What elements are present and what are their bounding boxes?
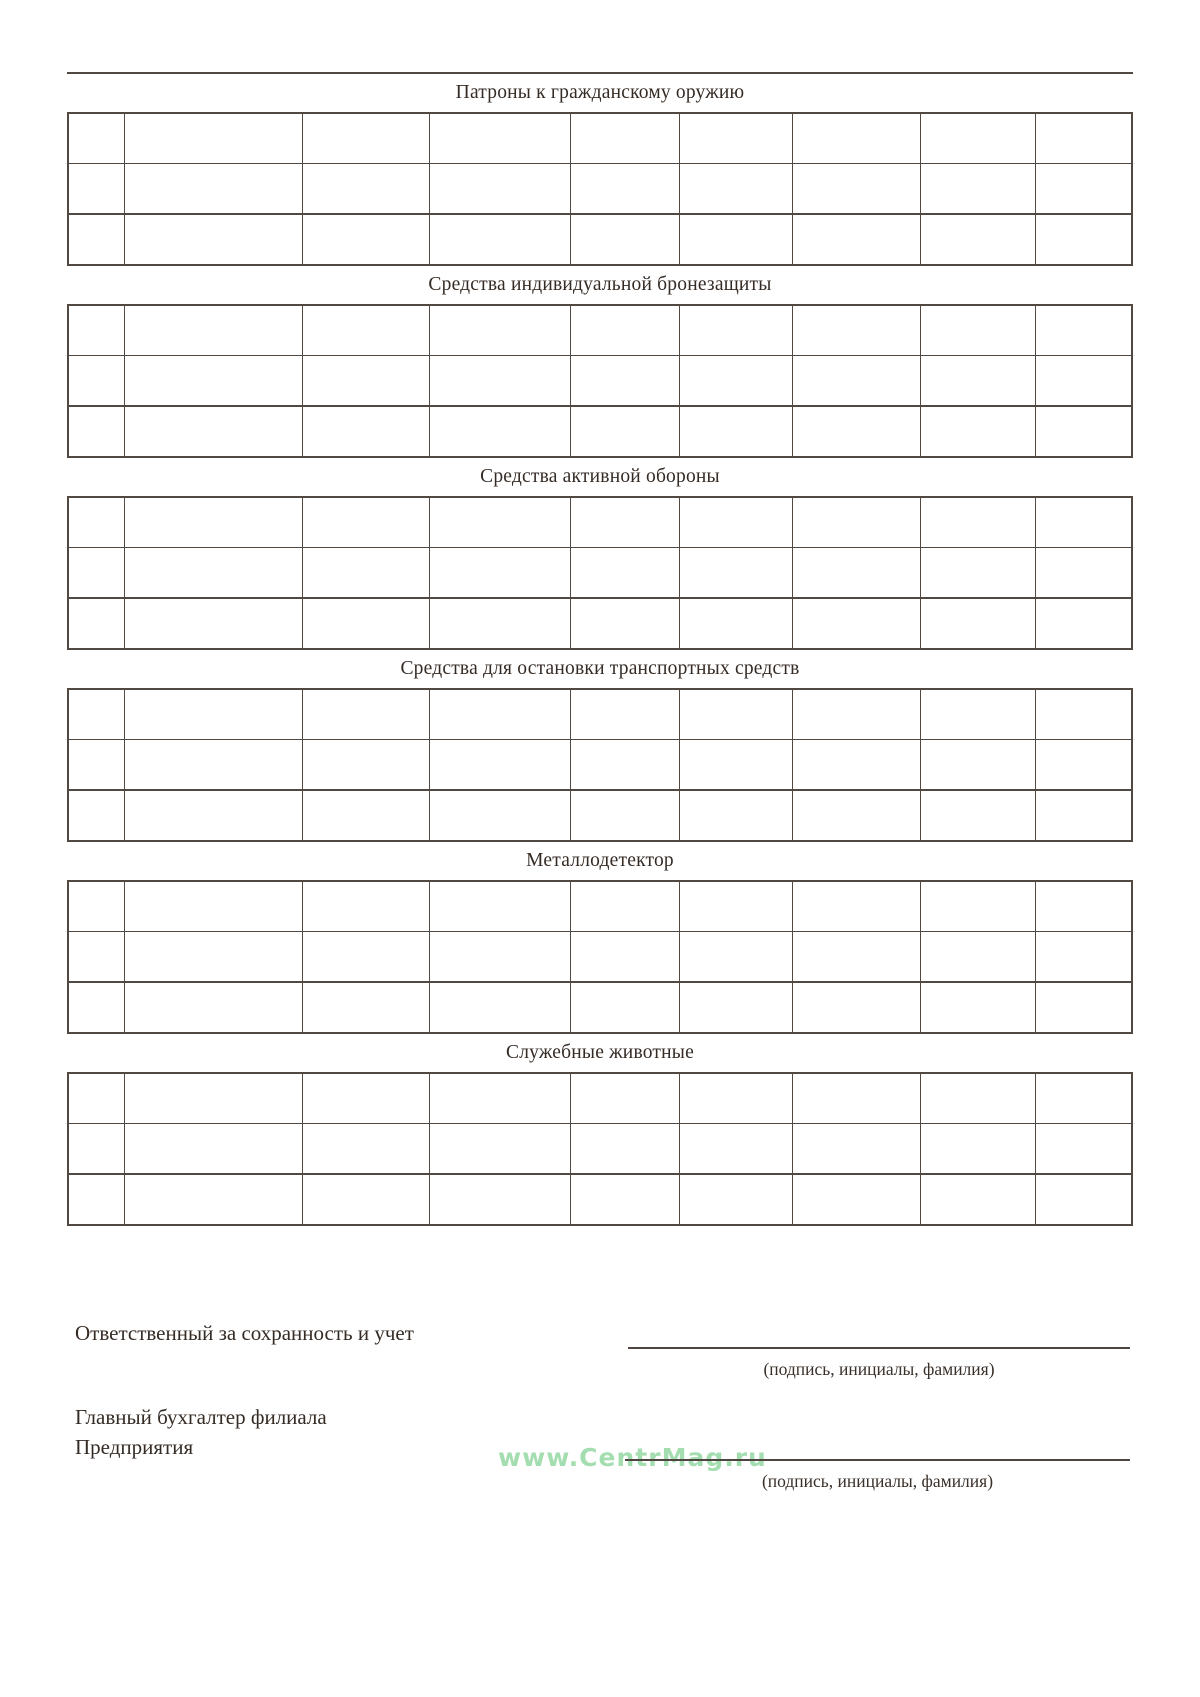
table-cell (792, 548, 920, 599)
table-cell (792, 305, 920, 356)
table-cell (1035, 113, 1132, 164)
table-cell (1035, 982, 1132, 1033)
table-row (68, 598, 1132, 649)
table-cell (303, 214, 430, 265)
table-cell (680, 790, 793, 841)
table-cell (430, 881, 571, 932)
table-cell (920, 982, 1035, 1033)
table-cell (68, 356, 124, 407)
table-cell (68, 113, 124, 164)
table-cell (68, 1073, 124, 1124)
form-section (67, 1034, 1133, 1226)
table-cell (920, 1124, 1035, 1175)
table-cell (430, 305, 571, 356)
table-cell (1035, 881, 1132, 932)
table-cell (1035, 497, 1132, 548)
table-cell (1035, 598, 1132, 649)
table-cell (430, 982, 571, 1033)
table-row (68, 1124, 1132, 1175)
table-cell (680, 113, 793, 164)
table-cell (430, 689, 571, 740)
table-cell (68, 982, 124, 1033)
table-cell (303, 406, 430, 457)
table-cell (430, 1124, 571, 1175)
table-cell (571, 164, 680, 215)
signature-line-responsible (628, 1347, 1130, 1349)
table-cell (920, 881, 1035, 932)
table-cell (792, 790, 920, 841)
table-row (68, 881, 1132, 932)
table-cell (303, 740, 430, 791)
table-cell (124, 598, 302, 649)
table-cell (920, 598, 1035, 649)
table-cell (792, 164, 920, 215)
table-cell (303, 164, 430, 215)
table-cell (1035, 406, 1132, 457)
table-cell (1035, 932, 1132, 983)
table-cell (571, 356, 680, 407)
table-row (68, 689, 1132, 740)
table-cell (680, 881, 793, 932)
table-cell (680, 1174, 793, 1225)
table-cell (920, 113, 1035, 164)
table-cell (680, 689, 793, 740)
table-cell (303, 1174, 430, 1225)
table-cell (124, 406, 302, 457)
sections-container (67, 74, 1133, 1226)
table-cell (68, 790, 124, 841)
table-cell (1035, 1174, 1132, 1225)
form-page (67, 0, 1133, 1686)
table-cell (792, 1124, 920, 1175)
table-cell (920, 305, 1035, 356)
table-cell (124, 356, 302, 407)
table-cell (303, 790, 430, 841)
section-table (67, 688, 1133, 842)
table-row (68, 548, 1132, 599)
table-cell (68, 1174, 124, 1225)
form-section (67, 650, 1133, 842)
table-row (68, 1073, 1132, 1124)
table-cell (920, 1174, 1035, 1225)
table-cell (680, 497, 793, 548)
table-cell (792, 406, 920, 457)
table-cell (303, 356, 430, 407)
table-cell (680, 356, 793, 407)
table-cell (68, 740, 124, 791)
section-table (67, 880, 1133, 1034)
table-cell (920, 356, 1035, 407)
table-cell (430, 406, 571, 457)
chief-accountant-label-line1: Главный бухгалтер филиала (75, 1405, 327, 1429)
form-section (67, 842, 1133, 1034)
table-cell (792, 689, 920, 740)
table-cell (1035, 689, 1132, 740)
table-cell (68, 932, 124, 983)
table-cell (571, 790, 680, 841)
table-cell (1035, 740, 1132, 791)
table-cell (68, 1124, 124, 1175)
table-cell (680, 1124, 793, 1175)
table-cell (571, 598, 680, 649)
table-cell (430, 790, 571, 841)
table-cell (124, 1073, 302, 1124)
table-cell (680, 548, 793, 599)
table-row (68, 214, 1132, 265)
table-cell (303, 932, 430, 983)
table-cell (920, 164, 1035, 215)
table-cell (68, 598, 124, 649)
table-cell (124, 113, 302, 164)
table-cell (571, 305, 680, 356)
table-cell (680, 598, 793, 649)
table-cell (571, 1073, 680, 1124)
table-cell (792, 598, 920, 649)
centrmag-watermark: www.CentrMag.ru (498, 1443, 767, 1472)
section-title: Металлодетектор (526, 850, 674, 871)
table-row (68, 406, 1132, 457)
table-cell (430, 164, 571, 215)
table-cell (1035, 1073, 1132, 1124)
table-cell (68, 689, 124, 740)
table-cell (430, 1174, 571, 1225)
table-cell (680, 406, 793, 457)
table-cell (430, 113, 571, 164)
table-cell (303, 982, 430, 1033)
table-cell (792, 1073, 920, 1124)
table-cell (571, 740, 680, 791)
table-cell (571, 113, 680, 164)
form-section (67, 74, 1133, 266)
form-section (67, 266, 1133, 458)
table-cell (680, 214, 793, 265)
section-title: Служебные животные (506, 1042, 694, 1063)
table-row (68, 740, 1132, 791)
table-cell (124, 881, 302, 932)
table-cell (124, 1124, 302, 1175)
table-cell (1035, 305, 1132, 356)
table-cell (303, 598, 430, 649)
table-cell (571, 214, 680, 265)
table-cell (571, 406, 680, 457)
table-cell (571, 982, 680, 1033)
table-cell (792, 1174, 920, 1225)
table-row (68, 356, 1132, 407)
table-cell (124, 214, 302, 265)
signature-caption-responsible: (подпись, инициалы, фамилия) (763, 1359, 995, 1379)
table-cell (571, 881, 680, 932)
table-cell (124, 982, 302, 1033)
table-row (68, 305, 1132, 356)
table-cell (1035, 790, 1132, 841)
table-cell (303, 1124, 430, 1175)
table-cell (571, 497, 680, 548)
table-cell (124, 1174, 302, 1225)
signature-caption-accountant: (подпись, инициалы, фамилия) (761, 1471, 994, 1491)
table-cell (68, 548, 124, 599)
table-row (68, 932, 1132, 983)
table-cell (68, 214, 124, 265)
table-cell (68, 881, 124, 932)
table-cell (920, 932, 1035, 983)
table-cell (920, 406, 1035, 457)
table-cell (303, 1073, 430, 1124)
table-cell (792, 740, 920, 791)
table-cell (303, 881, 430, 932)
table-cell (124, 305, 302, 356)
signature-area (67, 1226, 1133, 1686)
table-cell (124, 740, 302, 791)
table-cell (68, 497, 124, 548)
section-table (67, 304, 1133, 458)
section-title: Средства активной обороны (480, 466, 720, 487)
table-cell (430, 598, 571, 649)
table-cell (792, 932, 920, 983)
section-title: Средства индивидуальной бронезащиты (428, 274, 772, 295)
table-cell (680, 740, 793, 791)
table-cell (920, 790, 1035, 841)
table-row (68, 497, 1132, 548)
table-cell (680, 932, 793, 983)
form-section (67, 458, 1133, 650)
table-cell (680, 1073, 793, 1124)
table-cell (430, 932, 571, 983)
table-cell (1035, 356, 1132, 407)
table-cell (430, 214, 571, 265)
table-cell (303, 497, 430, 548)
table-cell (571, 1174, 680, 1225)
table-cell (571, 932, 680, 983)
table-cell (124, 689, 302, 740)
table-cell (303, 305, 430, 356)
table-cell (1035, 548, 1132, 599)
table-cell (68, 305, 124, 356)
table-cell (430, 356, 571, 407)
table-cell (430, 1073, 571, 1124)
table-cell (1035, 1124, 1132, 1175)
table-cell (430, 548, 571, 599)
responsible-person-label: Ответственный за сохранность и учет (75, 1321, 414, 1345)
table-cell (680, 982, 793, 1033)
chief-accountant-label-line2: Предприятия (75, 1435, 194, 1459)
table-cell (124, 932, 302, 983)
table-cell (792, 982, 920, 1033)
signature-line-accountant (625, 1459, 1130, 1461)
table-cell (303, 689, 430, 740)
table-cell (792, 881, 920, 932)
table-cell (792, 214, 920, 265)
section-table (67, 1072, 1133, 1226)
table-cell (792, 113, 920, 164)
table-row (68, 790, 1132, 841)
table-row (68, 164, 1132, 215)
table-cell (571, 1124, 680, 1175)
table-cell (303, 113, 430, 164)
table-cell (571, 689, 680, 740)
table-cell (124, 548, 302, 599)
table-cell (124, 164, 302, 215)
table-cell (920, 689, 1035, 740)
table-row (68, 982, 1132, 1033)
table-cell (920, 740, 1035, 791)
table-cell (571, 548, 680, 599)
table-cell (792, 356, 920, 407)
table-cell (68, 164, 124, 215)
table-cell (124, 790, 302, 841)
table-cell (920, 1073, 1035, 1124)
table-cell (792, 497, 920, 548)
table-cell (680, 305, 793, 356)
section-title: Средства для остановки транспортных средств (400, 658, 800, 679)
table-cell (1035, 164, 1132, 215)
section-table (67, 112, 1133, 266)
table-cell (430, 497, 571, 548)
table-cell (920, 548, 1035, 599)
section-title: Патроны к гражданскому оружию (455, 82, 745, 103)
table-cell (68, 406, 124, 457)
table-cell (680, 164, 793, 215)
table-row (68, 113, 1132, 164)
table-cell (124, 497, 302, 548)
chief-accountant-label (75, 1402, 327, 1462)
table-cell (1035, 214, 1132, 265)
section-table (67, 496, 1133, 650)
table-row (68, 1174, 1132, 1225)
table-cell (920, 497, 1035, 548)
table-cell (920, 214, 1035, 265)
table-cell (303, 548, 430, 599)
table-cell (430, 740, 571, 791)
